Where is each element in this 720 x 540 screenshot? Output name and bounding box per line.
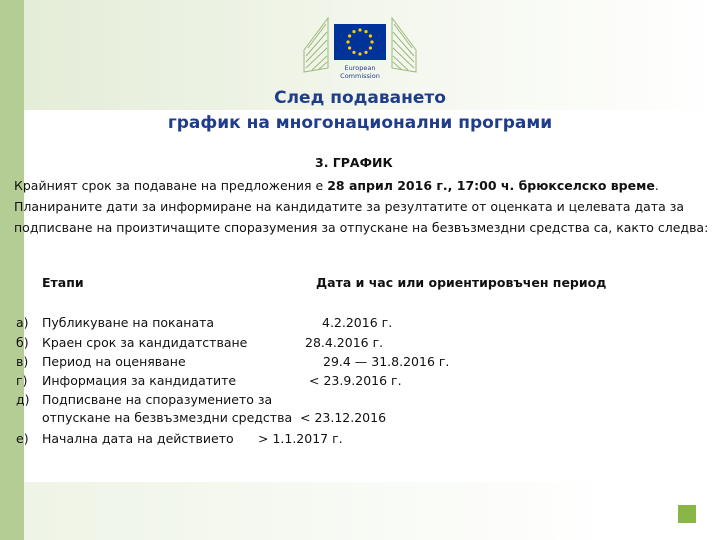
footer-band xyxy=(0,482,720,540)
paragraph-part1: Крайният срок за подаване на предложения е xyxy=(14,178,328,193)
row-label: Информация за кандидатите xyxy=(42,373,237,388)
footer-square xyxy=(678,505,696,523)
page-title-line1: След подаването xyxy=(274,88,446,108)
section-heading: 3. ГРАФИК xyxy=(315,155,393,170)
row-label: Начална дата на действието xyxy=(42,431,234,446)
row-marker: д) xyxy=(16,392,30,407)
row-marker: а) xyxy=(16,315,29,330)
row-marker: е) xyxy=(16,431,29,446)
row-label: отпускане на безвъзмездни средства xyxy=(42,410,293,425)
row-date: < 23.9.2016 г. xyxy=(309,373,402,388)
body-paragraph xyxy=(14,175,714,238)
european-commission-logo xyxy=(300,10,420,92)
row-label: Период на оценяване xyxy=(42,354,186,369)
column-header-dates: Дата и час или ориентировъчен период xyxy=(316,275,607,290)
logo-caption-commission: Commission xyxy=(340,72,380,80)
row-label: Публикуване на поканата xyxy=(42,315,215,330)
left-accent-bar xyxy=(0,0,24,540)
column-header-stages: Етапи xyxy=(42,275,84,290)
logo-caption-european: European xyxy=(344,64,376,72)
row-date: < 23.12.2016 xyxy=(300,410,387,425)
row-date: 29.4 — 31.8.2016 г. xyxy=(323,354,450,369)
row-label: Подписване на споразумението за xyxy=(42,392,273,407)
row-label: Краен срок за кандидатстване xyxy=(42,335,248,350)
paragraph-part2: . Планираните дати за информиране на кандидатите за резултатите от оценката и целевата дата за подписване на произтичащите споразумения за отпускане на безвъзмездни средства са, както следва: xyxy=(14,178,709,235)
paragraph-deadline: 28 април 2016 г., 17:00 ч. брюкселско време xyxy=(327,178,655,193)
row-marker: г) xyxy=(16,373,28,388)
row-date: 4.2.2016 г. xyxy=(322,315,393,330)
row-date: 28.4.2016 г. xyxy=(305,335,384,350)
row-date: > 1.1.2017 г. xyxy=(258,431,343,446)
page-title-line2: график на многонационални програми xyxy=(167,113,553,133)
row-marker: б) xyxy=(16,335,29,350)
row-marker: в) xyxy=(16,354,29,369)
